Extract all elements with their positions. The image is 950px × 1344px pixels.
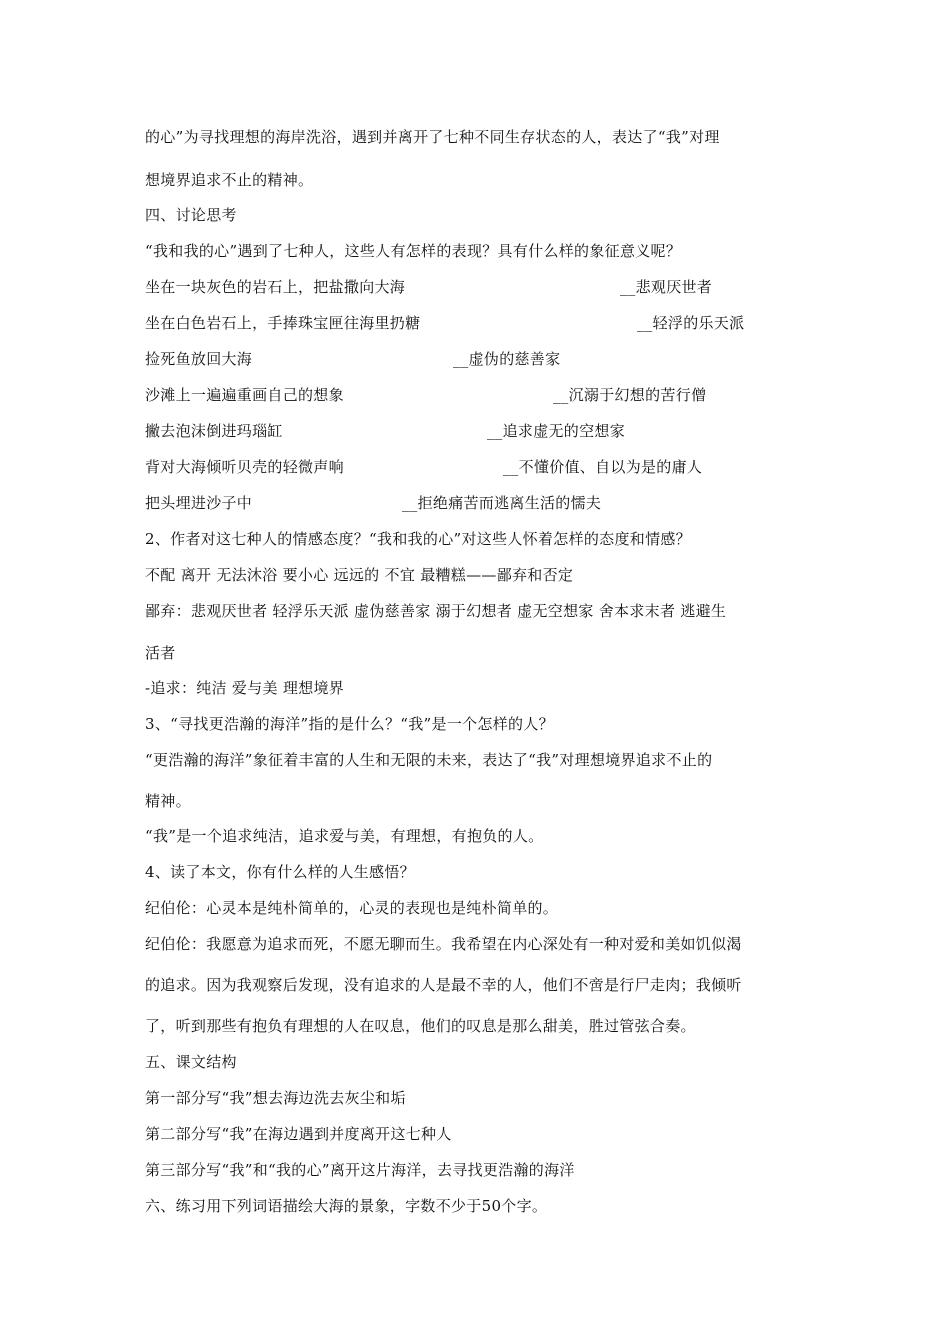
quote-line: 纪伯伦：心灵本是纯朴简单的，心灵的表现也是纯朴简单的。 (145, 899, 559, 917)
symbol-text: __沉溺于幻想的苦行僧 (553, 386, 707, 404)
answer-line: 活者 (145, 644, 176, 662)
question-line: “我和我的心”遇到了七种人，这些人有怎样的表现？具有什么样的象征意义呢？ (145, 242, 682, 260)
quote-line: 纪伯伦：我愿意为追求而死，不愿无聊而生。我希望在内心深处有一种对爱和美如饥似渴 (145, 935, 742, 953)
question-line: 3、“寻找更浩瀚的海洋”指的是什么？“我”是一个怎样的人？ (145, 715, 554, 733)
section-heading: 四、讨论思考 (145, 206, 237, 224)
structure-line: 第一部分写“我”想去海边洗去灰尘和垢 (145, 1089, 406, 1107)
symbol-text: __虚伪的慈善家 (453, 350, 561, 368)
behavior-text: 撇去泡沫倒进玛瑙缸 (145, 422, 283, 440)
behavior-text: 把头埋进沙子中 (145, 494, 253, 512)
matching-row (0, 277, 950, 297)
section-heading: 六、练习用下列词语描绘大海的景象，字数不少于50个字。 (145, 1197, 548, 1215)
symbol-text: __悲观厌世者 (620, 278, 713, 296)
matching-row (0, 493, 950, 513)
question-line: 2、作者对这七种人的情感态度？“我和我的心”对这些人怀着怎样的态度和情感？ (145, 530, 691, 548)
behavior-text: 坐在一块灰色的岩石上，把盐撒向大海 (145, 278, 406, 296)
matching-row (0, 313, 950, 333)
symbol-text: __轻浮的乐天派 (637, 314, 745, 332)
answer-line: -追求：纯洁 爱与美 理想境界 (145, 679, 345, 697)
answer-line: 精神。 (145, 792, 191, 810)
quote-line: 了，听到那些有抱负有理想的人在叹息，他们的叹息是那么甜美，胜过管弦合奏。 (145, 1017, 696, 1035)
matching-row (0, 349, 950, 369)
matching-row (0, 421, 950, 441)
behavior-text: 坐在白色岩石上，手捧珠宝匣往海里扔糖 (145, 314, 421, 332)
paragraph-line: 的心”为寻找理想的海岸洗浴，遇到并离开了七种不同生存状态的人，表达了“我”对理 (145, 128, 720, 146)
paragraph-line: 想境界追求不止的精神。 (145, 171, 314, 189)
section-heading: 五、课文结构 (145, 1053, 237, 1071)
behavior-text: 沙滩上一遍遍重画自己的想象 (145, 386, 344, 404)
matching-row (0, 457, 950, 477)
structure-line: 第二部分写“我”在海边遇到并度离开这七种人 (145, 1125, 452, 1143)
answer-line: “更浩瀚的海洋”象征着丰富的人生和无限的未来，表达了“我”对理想境界追求不止的 (145, 751, 713, 769)
question-line: 4、读了本文，你有什么样的人生感悟？ (145, 863, 415, 881)
symbol-text: __追求虚无的空想家 (487, 422, 626, 440)
answer-line: “我”是一个追求纯洁，追求爱与美，有理想，有抱负的人。 (145, 827, 544, 845)
answer-line: 鄙弃：悲观厌世者 轻浮乐天派 虚伪慈善家 溺于幻想者 虚无空想家 舍本求末者 逃避生 (145, 602, 727, 620)
symbol-text: __拒绝痛苦而逃离生活的懦夫 (402, 494, 602, 512)
behavior-text: 背对大海倾听贝壳的轻微声响 (145, 458, 344, 476)
answer-line: 不配 离开 无法沐浴 要小心 远远的 不宜 最糟糕——鄙弃和否定 (145, 566, 574, 584)
symbol-text: __不懂价值、自以为是的庸人 (503, 458, 703, 476)
behavior-text: 捡死鱼放回大海 (145, 350, 253, 368)
quote-line: 的追求。因为我观察后发现，没有追求的人是最不幸的人，他们不啻是行尸走肉；我倾听 (145, 976, 742, 994)
structure-line: 第三部分写“我”和“我的心”离开这片海洋，去寻找更浩瀚的海洋 (145, 1161, 575, 1179)
matching-row (0, 385, 950, 405)
